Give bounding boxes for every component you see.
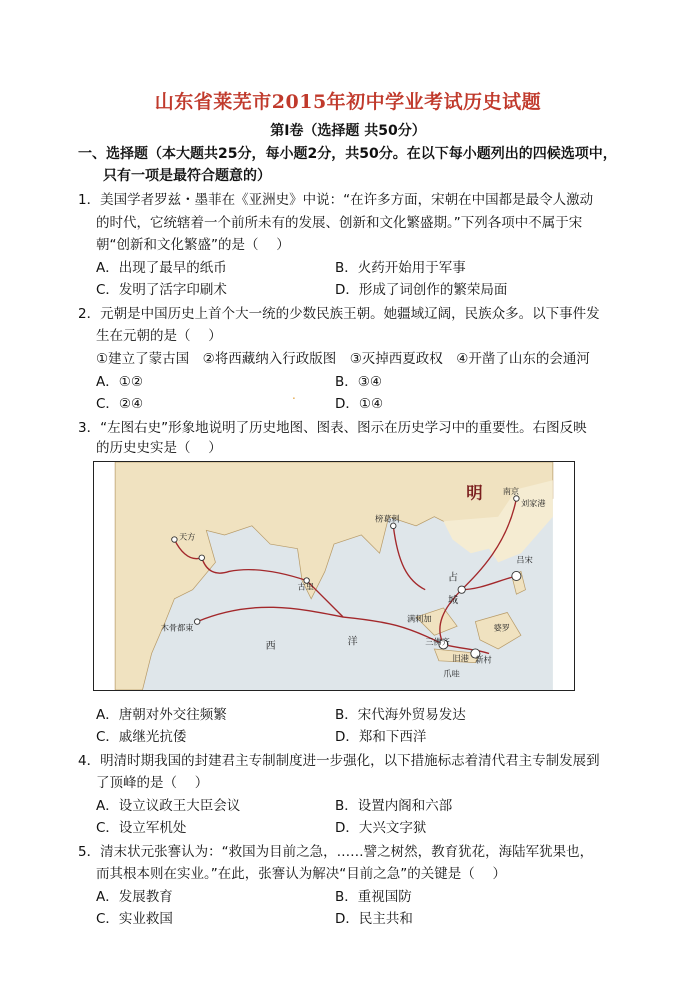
map-label-xi: 西	[265, 640, 276, 652]
question-3-option-b[interactable]: B．宋代海外贸易发达	[335, 707, 466, 723]
question-1-option-d[interactable]: D．形成了词创作的繁荣局面	[335, 282, 508, 298]
question-2-choices: ①建立了蒙古国 ②将西藏纳入行政版图 ③灭掉西夏政权 ④开凿了山东的会通河	[96, 351, 590, 367]
map-label-guli: 古里	[297, 581, 314, 592]
port-lvsong	[512, 571, 521, 580]
map-label-jiugang: 旧港	[452, 652, 469, 663]
question-5-line-1: 5．清末状元张謇认为：“救国为目前之急，……譬之树然，教育犹花，海陆军犹果也，	[78, 844, 594, 860]
section-heading-line2: 只有一项是最符合题意的）	[103, 168, 271, 184]
question-3-option-d[interactable]: D．郑和下西洋	[335, 729, 427, 745]
map-label-mugudushu: 木骨都束	[160, 622, 194, 633]
question-3-option-c[interactable]: C．戚继光抗倭	[96, 729, 187, 745]
map-label-xincun: 新村	[475, 654, 492, 665]
question-4-option-b[interactable]: B．设置内阁和六部	[335, 798, 453, 814]
map-label-cheng: 城	[448, 595, 459, 607]
question-2-option-c[interactable]: C．②④	[96, 396, 144, 412]
port-mugudushu	[194, 619, 199, 624]
question-1-line-3: 朝“创新和文化繁盛”的是（ ）	[96, 237, 290, 253]
map-label-zhan: 占	[448, 572, 459, 584]
question-5-line-2: 而其根本则在实业。”在此，张謇认为解决“目前之急”的关键是（ ）	[96, 866, 507, 882]
question-4-option-d[interactable]: D．大兴文字狱	[335, 820, 427, 836]
question-4-option-c[interactable]: C．设立军机处	[96, 820, 187, 836]
port-bangela	[391, 523, 396, 528]
map-label-bangela: 榜葛剌	[375, 513, 400, 524]
question-1-option-a[interactable]: A．出现了最早的纸币	[96, 260, 227, 276]
port-zhancheng	[458, 586, 465, 593]
map-label-yang: 洋	[347, 636, 358, 648]
map-label-tianfang: 天方	[178, 531, 196, 542]
question-1-option-b[interactable]: B．火药开始用于军事	[335, 260, 466, 276]
question-2-option-a[interactable]: A．①②	[96, 374, 143, 390]
question-2-option-d[interactable]: D．①④	[335, 396, 384, 412]
question-3-line-2: 的历史史实是（ ）	[96, 440, 222, 456]
question-3-line-1: 3．“左图右史”形象地说明了历史地图、图表、图示在历史学习中的重要性。右图反映	[78, 420, 587, 436]
port-nanjing	[514, 496, 519, 501]
map-label-manlajia: 满剌加	[406, 613, 432, 624]
map-label-lvsong: 吕宋	[516, 554, 533, 565]
question-4-line-2: 了顶峰的是（ ）	[96, 775, 209, 791]
question-5-option-b[interactable]: B．重视国防	[335, 889, 412, 905]
map-label-nanjing: 南京	[502, 485, 520, 496]
zheng-he-voyage-map	[93, 461, 575, 691]
question-3-option-a[interactable]: A．唐朝对外交往频繁	[96, 707, 227, 723]
question-4-option-a[interactable]: A．设立议政王大臣会议	[96, 798, 241, 814]
question-1-line-2: 的时代，它统辖着一个前所未有的发展、创新和文化繁盛期。”下列各项中不属于宋	[96, 215, 583, 231]
question-1-line-1: 1．美国学者罗兹・墨菲在《亚洲史》中说：“在许多方面，宋朝在中国都是最令人激动	[78, 192, 594, 208]
map-label-boluo: 婆罗	[493, 622, 510, 633]
question-5-option-c[interactable]: C．实业救国	[96, 911, 173, 927]
map-label-liujiagang: 刘家港	[520, 497, 546, 508]
map-label-sanfoqi: 三佛齐	[425, 636, 450, 647]
map-label-zhaowa: 爪哇	[443, 668, 460, 679]
page-title: 山东省莱芜市2015年初中学业考试历史试题	[154, 91, 542, 113]
question-5-option-d[interactable]: D．民主共和	[335, 911, 413, 927]
question-1-option-c[interactable]: C．发明了活字印刷术	[96, 282, 227, 298]
question-4-line-1: 4．明清时期我国的封建君主专制制度进一步强化，以下措施标志着清代君主专制发展到	[78, 753, 600, 769]
part-heading: 第Ⅰ卷（选择题 共50分）	[270, 123, 426, 139]
port-tianfang	[172, 537, 177, 542]
section-heading-line1: 一、选择题（本大题共25分，每小题2分，共50分。在以下每小题列出的四候选项中，	[78, 146, 617, 162]
question-2-line-1: 2．元朝是中国历史上首个大一统的少数民族王朝。她疆域辽阔，民族众多。以下事件发	[78, 306, 600, 322]
question-5-option-a[interactable]: A．发展教育	[96, 889, 173, 905]
port-arabia	[199, 555, 204, 560]
map-label-ming: 明	[466, 483, 483, 503]
stray-mark: .	[292, 388, 296, 402]
question-2-line-2: 生在元朝的是（ ）	[96, 328, 222, 344]
question-2-option-b[interactable]: B．③④	[335, 374, 382, 390]
